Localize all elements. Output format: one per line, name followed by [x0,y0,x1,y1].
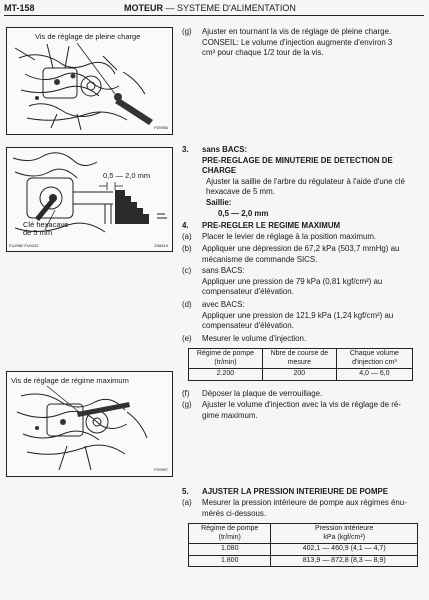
step-text-line: compensateur d'élévation. [202,321,294,331]
figure-key-callout-line2: de 5 mm [23,228,53,237]
table-cell: 813,9 — 872,8 (8,3 — 8,9) [271,555,418,567]
section-number: 4. [182,221,189,230]
figure-key-callout-line1: Clé hexacave [23,220,69,229]
section-condition: sans BACS: [202,145,248,154]
figure-full-load-screw [6,27,173,135]
table-header-line: Chaque volume [349,350,399,357]
table-header-line: kPa (kgf/cm²) [323,533,366,541]
table-header-line: Nbre de course de [270,350,329,357]
section-text-line: Ajuster la saillie de l'arbre du régulateur à l'aide d'une clé [206,176,405,186]
step-label: (g) [182,27,192,36]
figure-gap-callout: 0,5 — 2,0 mm [103,171,151,180]
header-subsection: SYSTEME D'ALIMENTATION [177,3,296,13]
table-header-cell [336,349,412,369]
table-cell: 2.200 [189,369,263,381]
step-label: (b) [182,244,192,253]
header-section: MOTEUR [124,3,163,13]
table-header-cell [271,524,418,544]
step-label: (a) [182,232,192,241]
figure-code-left: FU2982 FU0242 [9,243,39,248]
table-header-row [189,349,413,369]
step-text-line: sans BACS: [202,266,245,275]
table-row [189,544,418,556]
table-header-row [189,524,418,544]
saillie-value: 0,5 — 2,0 mm [218,208,269,218]
step-text-line: CONSEIL: Le volume d'injection augmente d'environ 3 [202,37,393,47]
step-label: (c) [182,266,192,275]
figure-code: P20957 [154,467,168,472]
section-title: CHARGE [202,166,237,176]
saillie-label: Saillie: [206,197,232,207]
table-header-line: mesure [287,358,312,366]
step-text-line: Appliquer une dépression de 67,2 kPa (503,7 mmHg) au [202,244,400,253]
step-label: (g) [182,400,192,409]
figure-full-load-screw-illustration [7,28,172,134]
figure-governor-shaft [6,147,173,252]
step-text-line: Mesurer le volume d'injection. [202,334,307,343]
section-title: AJUSTER LA PRESSION INTERIEURE DE POMPE [202,487,389,496]
table-row [189,555,418,567]
table-header-line: (tr/min) [214,358,237,366]
figure-caption: Vis de réglage de pleine charge [35,32,141,41]
section-number: 5. [182,487,189,496]
table-header-line: Régime de pompe [196,350,255,357]
step-text-line: cm³ pour chaque 1/2 tour de la vis. [202,48,324,58]
figure-code: P20956 [154,125,168,130]
figure-max-speed-screw-illustration [7,372,172,476]
table-cell: 200 [262,369,336,381]
section-title: PRE-REGLER LE REGIME MAXIMUM [202,221,341,230]
step-text-line: Placer le levier de réglage à la position maximum. [202,232,377,241]
section-title: PRE-REGLAGE DE MINUTERIE DE DETECTION DE [202,155,393,165]
table-cell: 1.800 [189,555,271,567]
table-row [189,369,413,381]
step-text-line: compensateur d'élévation. [202,287,294,297]
table-cell: 402,1 — 460,9 (4,1 — 4,7) [271,544,418,556]
section-text-line: hexacave de 5 mm. [206,187,275,197]
table-cell: 4,0 — 6,0 [336,369,412,381]
step-text-line: Ajuster le volume d'injection avec la vis de réglage de ré- [202,400,401,409]
figure-code-right: Z06619 [154,243,168,248]
step-text-line: gime maximum. [202,410,258,420]
step-label: (f) [182,389,190,398]
table-header-line: d'injection cm³ [352,358,397,366]
table-header-cell [189,524,271,544]
section-number: 3. [182,145,189,154]
table-header-line: (tr/min) [218,533,241,541]
figure-key-callout [23,221,68,237]
step-text-line: Appliquer une pression de 79 kPa (0,81 kgf/cm²) au [202,276,383,286]
pump-pressure-table [188,523,418,567]
table-cell: 1.080 [189,544,271,556]
step-text-line: avec BACS: [202,300,245,309]
injection-volume-table [188,348,413,381]
figure-caption: Vis de réglage de régime maximum [11,376,129,385]
step-label: (a) [182,498,192,507]
table-header-cell [189,349,263,369]
step-text-line: Appliquer une pression de 121,9 kPa (1,24 kgf/cm²) au [202,310,394,320]
table-header-line: Pression intérieure [315,525,374,532]
step-label: (d) [182,300,192,309]
step-text-line: Mesurer la pression intérieure de pompe aux régimes énu- [202,498,407,507]
page-number: MT-158 [4,3,35,13]
step-text-line: mécanisme de commande SICS. [202,254,318,264]
figure-max-speed-screw [6,371,173,477]
step-text-line: Ajuster en tournant la vis de réglage de pleine charge. [202,27,392,36]
table-header-cell [262,349,336,369]
step-label: (e) [182,334,192,343]
step-text-line: Déposer la plaque de verrouillage. [202,389,323,398]
table-header-line: Régime de pompe [201,525,259,532]
step-text-line: mérés ci-dessous. [202,508,267,518]
header-dash: — [165,3,175,13]
